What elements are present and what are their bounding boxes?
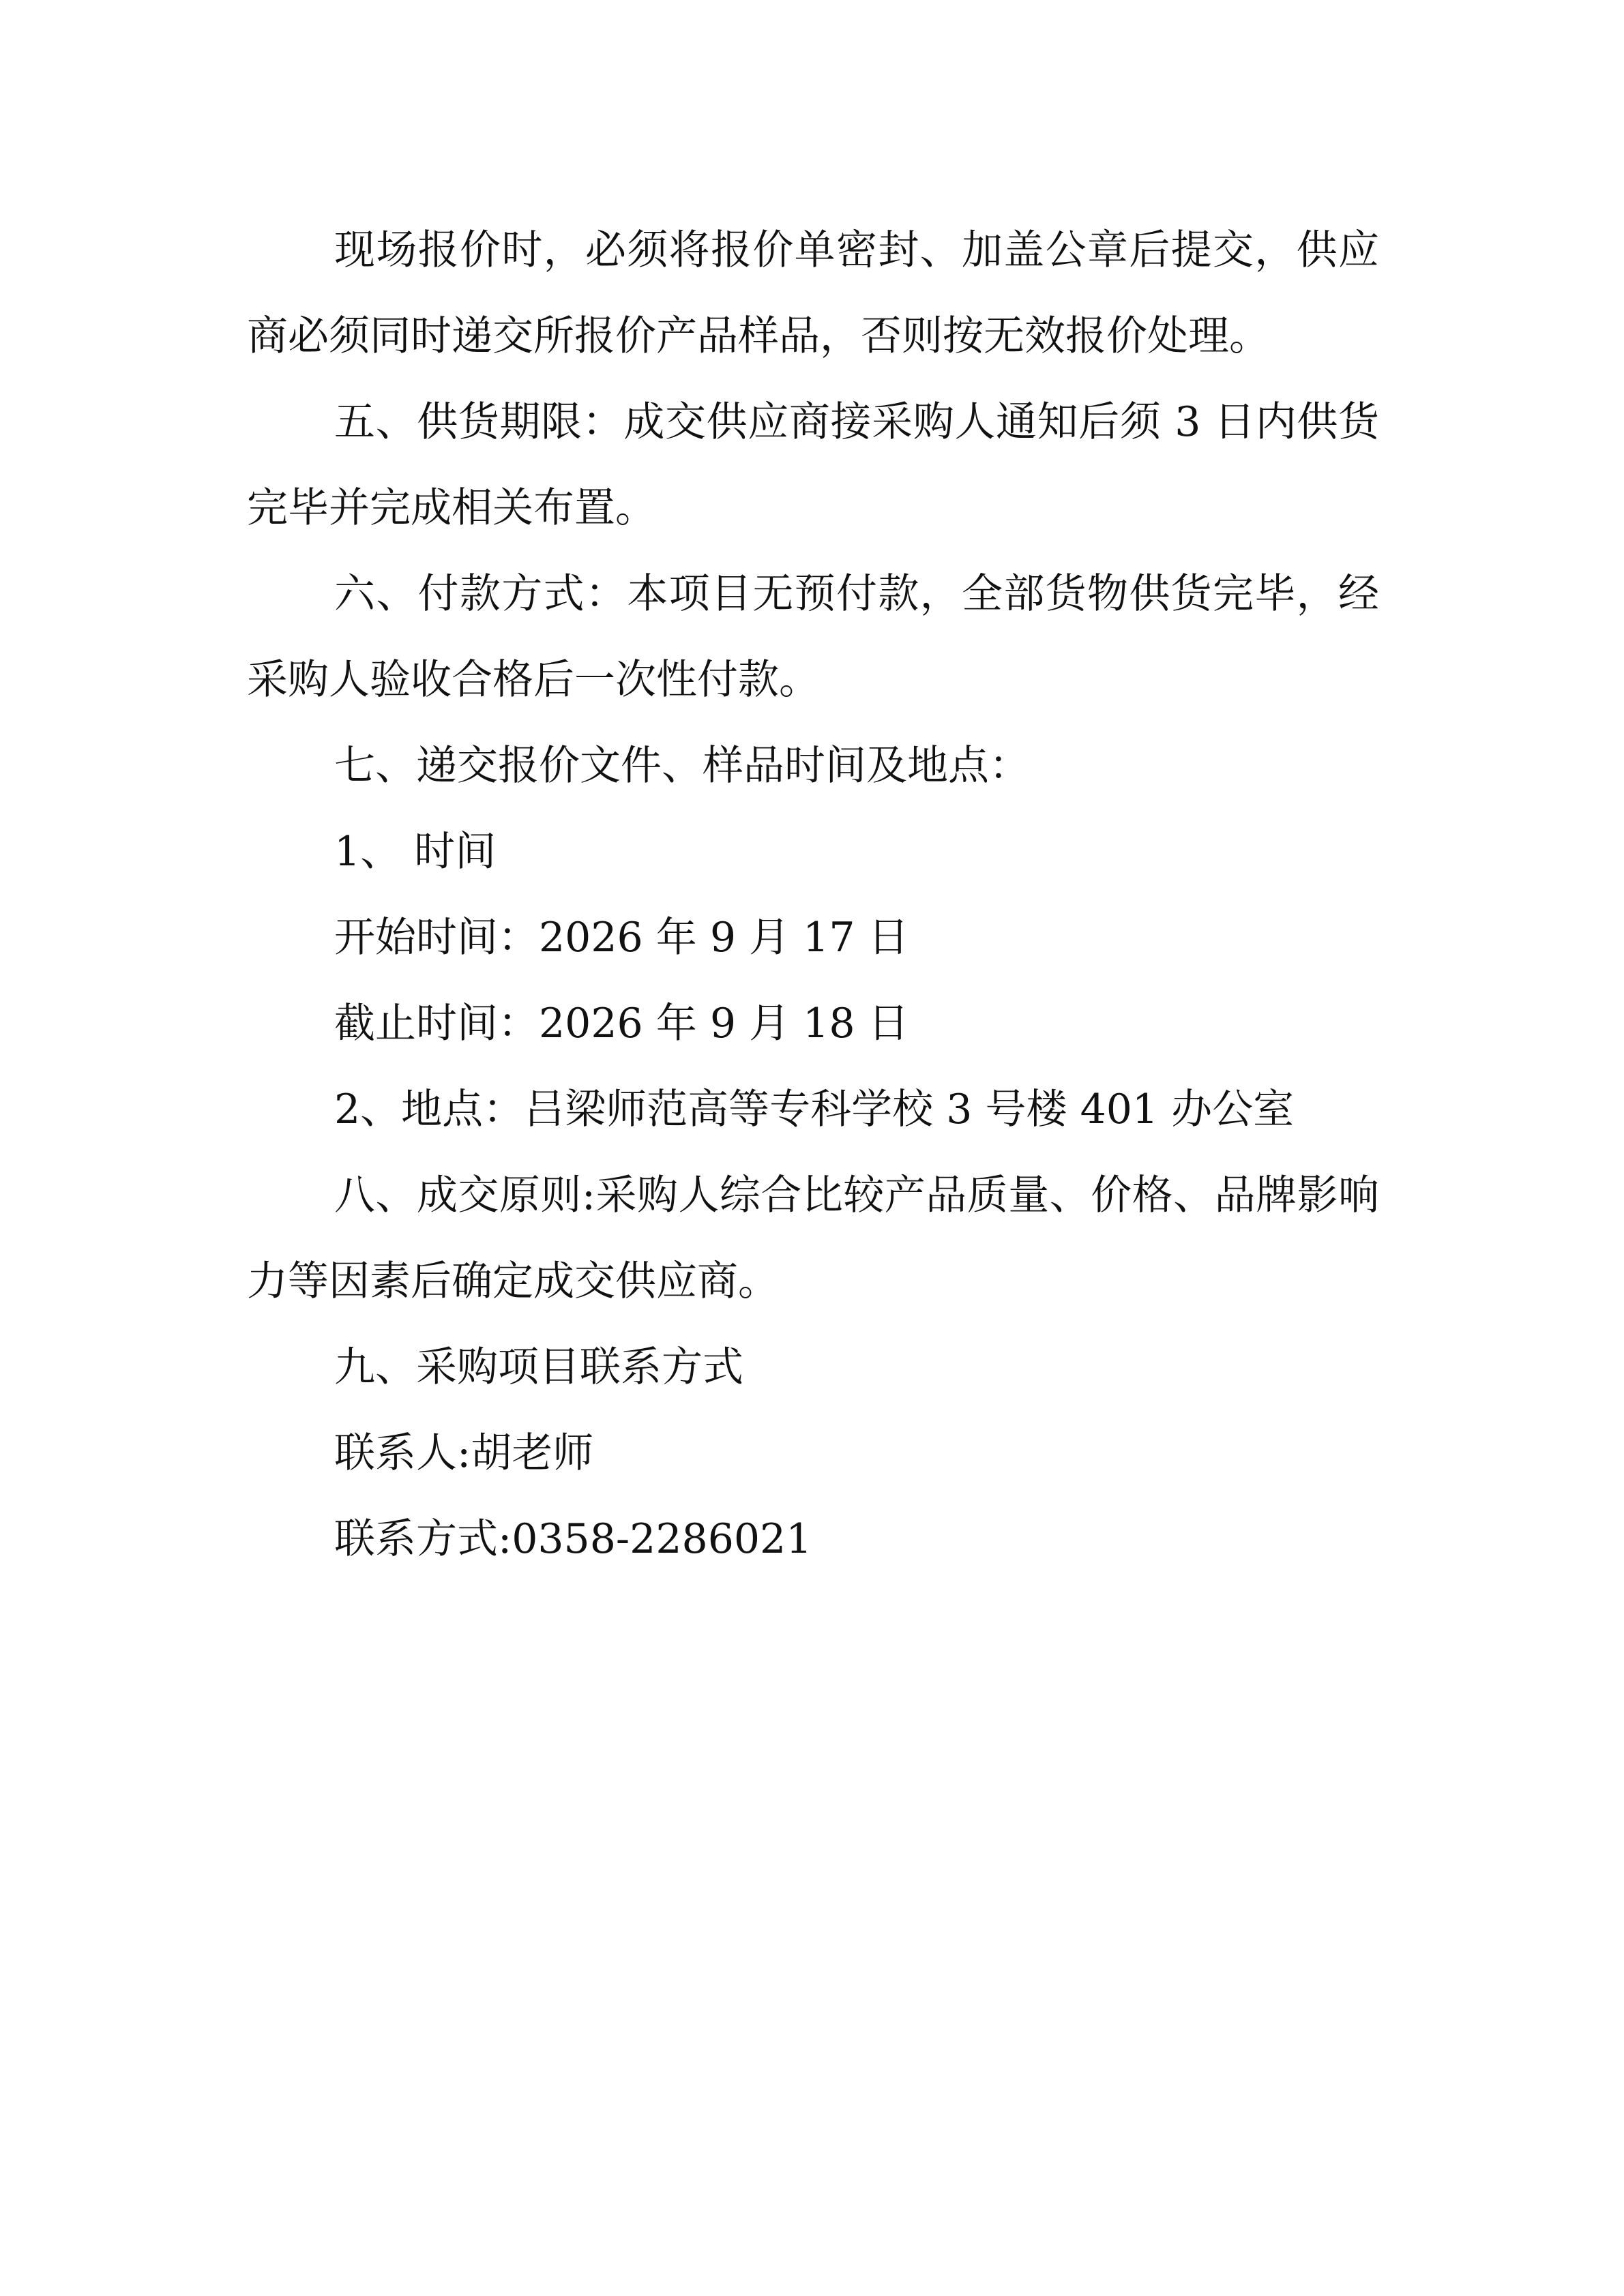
end-time: 截止时间：2026 年 9 月 18 日: [334, 1000, 909, 1047]
paragraph-award-principle: 八、成交原则:采购人综合比较产品质量、价格、品牌影响力等因素后确定成交供应商。: [247, 1172, 1379, 1305]
contact-phone: 联系方式:0358-2286021: [334, 1515, 812, 1563]
paragraph-submission-note: 现场报价时，必须将报价单密封、加盖公章后提交，供应商必须同时递交所报价产品样品，否则按无效报价处理。: [247, 226, 1379, 360]
item-time-heading: 1、 时间: [334, 828, 497, 876]
start-time: 开始时间：2026 年 9 月 17 日: [334, 914, 909, 961]
paragraph-payment-method: 六、付款方式：本项目无预付款，全部货物供货完毕，经采购人验收合格后一次性付款。: [247, 570, 1379, 704]
heading-contact: 九、采购项目联系方式: [334, 1343, 743, 1391]
contact-person: 联系人:胡老师: [334, 1429, 594, 1477]
location: 2、地点：吕梁师范高等专科学校 3 号楼 401 办公室: [334, 1086, 1295, 1133]
heading-submission-time-place: 七、递交报价文件、样品时间及地点：: [334, 742, 1030, 790]
paragraph-delivery-period: 五、供货期限：成交供应商接采购人通知后须 3 日内供货完毕并完成相关布置。: [247, 398, 1379, 532]
document-body: [247, 207, 1379, 1582]
